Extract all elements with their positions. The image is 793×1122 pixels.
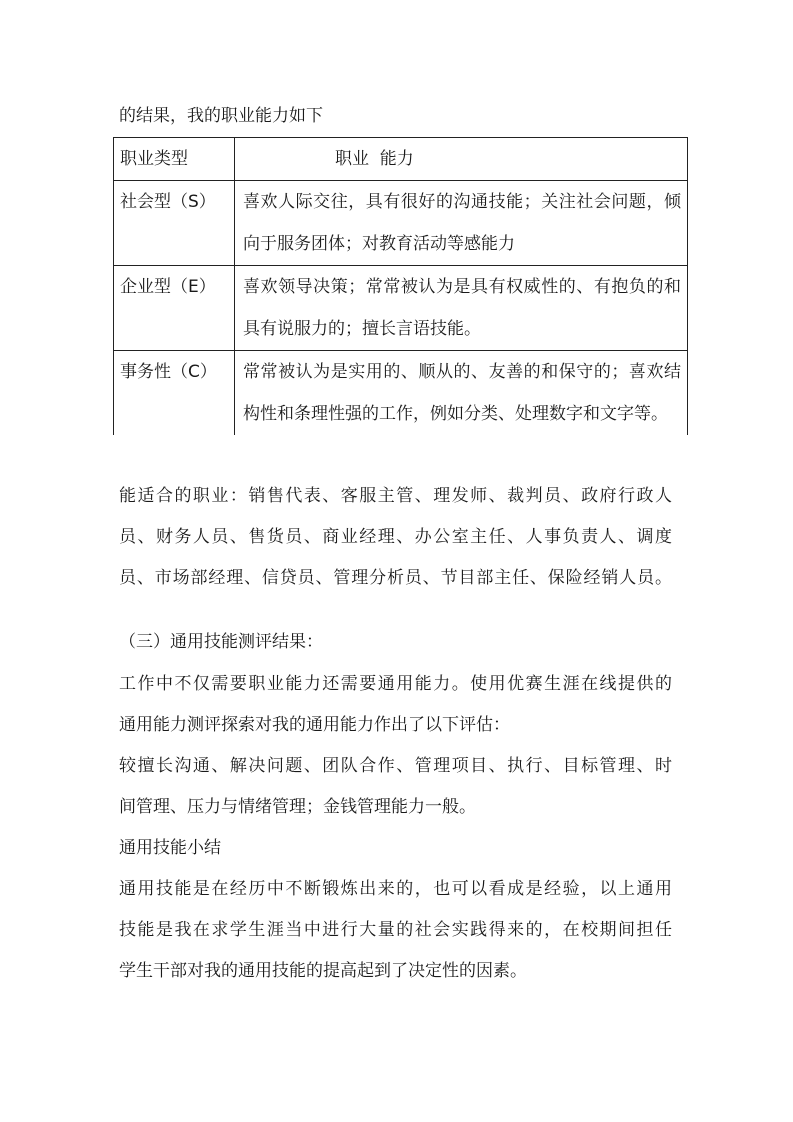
paragraph-line: 较擅长沟通、解决问题、团队合作、管理项目、执行、目标管理、时 xyxy=(119,756,672,776)
table-header-row xyxy=(114,138,688,181)
table-row xyxy=(114,351,688,436)
header-ability: 职业 能力 xyxy=(335,149,414,169)
header-type-cell xyxy=(114,138,235,181)
paragraph-line: 间管理、压力与情绪管理；金钱管理能力一般。 xyxy=(119,797,476,817)
paragraph-line: 技能是我在求学生涯当中进行大量的社会实践得来的，在校期间担任 xyxy=(119,920,672,940)
intro-text: 的结果，我的职业能力如下 xyxy=(119,106,323,126)
table-row xyxy=(114,181,688,266)
row-desc: 喜欢领导决策；常常被认为是具有权威性的、有抱负的和具有说服力的；擅长言语技能。 xyxy=(243,277,681,339)
row-type: 事务性（C） xyxy=(120,362,217,382)
row-type: 社会型（S） xyxy=(120,192,216,212)
header-ability-cell xyxy=(235,138,688,181)
row-desc: 喜欢人际交往，具有很好的沟通技能；关注社会问题，倾向于服务团体；对教育活动等感能力 xyxy=(243,192,681,254)
row-desc: 常常被认为是实用的、顺从的、友善的和保守的；喜欢结构性和条理性强的工作，例如分类、处理数字和文字等。 xyxy=(243,362,681,424)
paragraph-line: 学生干部对我的通用技能的提高起到了决定性的因素。 xyxy=(119,961,527,981)
career-ability-table xyxy=(113,137,688,435)
paragraph-line: 工作中不仅需要职业能力还需要通用能力。使用优赛生涯在线提供的 xyxy=(119,674,672,694)
summary-title: 通用技能小结 xyxy=(119,838,221,858)
section-heading: （三）通用技能测评结果： xyxy=(119,632,323,652)
suitable-jobs-line-1: 能适合的职业：销售代表、客服主管、理发师、裁判员、政府行政人 xyxy=(119,486,672,506)
paragraph-line: 通用能力测评探索对我的通用能力作出了以下评估： xyxy=(119,715,510,735)
table-row xyxy=(114,266,688,351)
paragraph-line: 通用技能是在经历中不断锻炼出来的，也可以看成是经验，以上通用 xyxy=(119,879,672,899)
header-type: 职业类型 xyxy=(120,149,188,169)
row-type: 企业型（E） xyxy=(120,277,216,297)
suitable-jobs-line-2: 员、财务人员、售货员、商业经理、办公室主任、人事负责人、调度 xyxy=(119,527,672,547)
suitable-jobs-line-3: 员、市场部经理、信贷员、管理分析员、节目部主任、保险经销人员。 xyxy=(119,568,672,588)
